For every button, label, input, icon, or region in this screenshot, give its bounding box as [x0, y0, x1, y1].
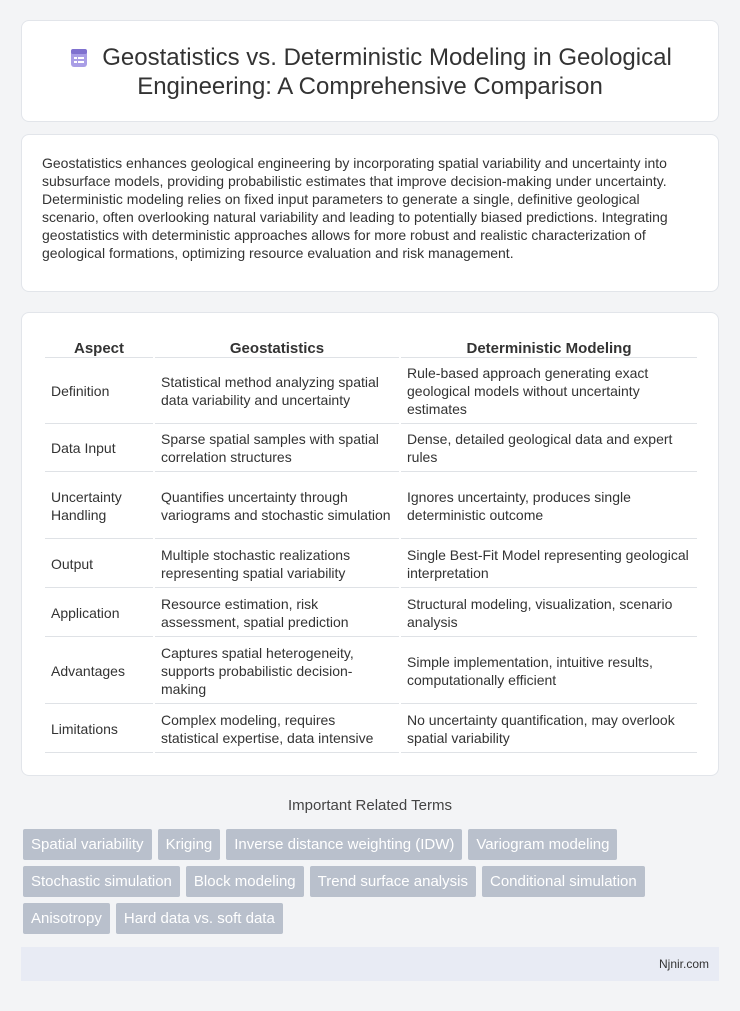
table-row — [45, 637, 697, 704]
comparison-table-card — [21, 312, 719, 776]
aspect-cell: Limitations — [45, 704, 153, 753]
comparison-table — [43, 333, 699, 753]
table-row — [45, 472, 697, 539]
term-tag[interactable]: Conditional simulation — [482, 866, 645, 897]
footer — [21, 947, 719, 981]
term-tag[interactable]: Hard data vs. soft data — [116, 903, 283, 934]
deterministic-cell: No uncertainty quantification, may overlook spatial variability — [401, 704, 697, 753]
geostatistics-cell: Sparse spatial samples with spatial correlation structures — [155, 424, 399, 472]
header-aspect: Aspect — [45, 333, 153, 358]
geostatistics-cell: Quantifies uncertainty through variograms and stochastic simulation — [155, 472, 399, 539]
term-tag[interactable]: Anisotropy — [23, 903, 110, 934]
page-title: Geostatistics vs. Deterministic Modeling in Geological Engineering: A Comprehensive Comparison — [102, 44, 672, 100]
term-tag[interactable]: Block modeling — [186, 866, 304, 897]
related-terms-list — [23, 829, 713, 940]
related-terms-heading: Important Related Terms — [288, 797, 452, 814]
table-header-row — [45, 333, 697, 358]
intro-card — [21, 134, 719, 292]
header-geostatistics: Geostatistics — [155, 333, 399, 358]
table-row — [45, 424, 697, 472]
deterministic-cell: Rule-based approach generating exact geological models without uncertainty estimates — [401, 358, 697, 424]
geostatistics-cell: Captures spatial heterogeneity, supports probabilistic decision-making — [155, 637, 399, 704]
aspect-cell: Uncertainty Handling — [45, 472, 153, 539]
deterministic-cell: Ignores uncertainty, produces single deterministic outcome — [401, 472, 697, 539]
aspect-cell: Output — [45, 539, 153, 588]
aspect-cell: Definition — [45, 358, 153, 424]
term-tag[interactable]: Stochastic simulation — [23, 866, 180, 897]
aspect-cell: Advantages — [45, 637, 153, 704]
title-card — [21, 20, 719, 122]
term-tag[interactable]: Inverse distance weighting (IDW) — [226, 829, 462, 860]
document-icon — [68, 47, 90, 69]
term-tag[interactable]: Kriging — [158, 829, 221, 860]
table-row — [45, 704, 697, 753]
intro-paragraph: Geostatistics enhances geological engineering by incorporating spatial variability and uncertainty into subsurface models, providing probabilistic estimates that improve decision-making under uncertainty. Deterministic modeling relies on fixed input parameters to generate a single, definitive geological scenario, often overlooking natural variability and leading to potentially biased predictions. Integrating geostatistics with deterministic approaches allows for more robust and realistic characterization of geological formations, optimizing resource evaluation and risk management. — [42, 155, 668, 261]
term-tag[interactable]: Variogram modeling — [468, 829, 617, 860]
header-deterministic: Deterministic Modeling — [401, 333, 697, 358]
table-row — [45, 588, 697, 637]
geostatistics-cell: Multiple stochastic realizations representing spatial variability — [155, 539, 399, 588]
aspect-cell: Data Input — [45, 424, 153, 472]
term-tag[interactable]: Trend surface analysis — [310, 866, 476, 897]
table-row — [45, 539, 697, 588]
deterministic-cell: Dense, detailed geological data and expert rules — [401, 424, 697, 472]
table-row — [45, 358, 697, 424]
footer-site-link[interactable]: Njnir.com — [658, 957, 709, 971]
geostatistics-cell: Complex modeling, requires statistical expertise, data intensive — [155, 704, 399, 753]
deterministic-cell: Structural modeling, visualization, scenario analysis — [401, 588, 697, 637]
deterministic-cell: Single Best-Fit Model representing geological interpretation — [401, 539, 697, 588]
title-wrap — [22, 43, 718, 101]
geostatistics-cell: Statistical method analyzing spatial data variability and uncertainty — [155, 358, 399, 424]
deterministic-cell: Simple implementation, intuitive results, computationally efficient — [401, 637, 697, 704]
aspect-cell: Application — [45, 588, 153, 637]
geostatistics-cell: Resource estimation, risk assessment, spatial prediction — [155, 588, 399, 637]
term-tag[interactable]: Spatial variability — [23, 829, 152, 860]
